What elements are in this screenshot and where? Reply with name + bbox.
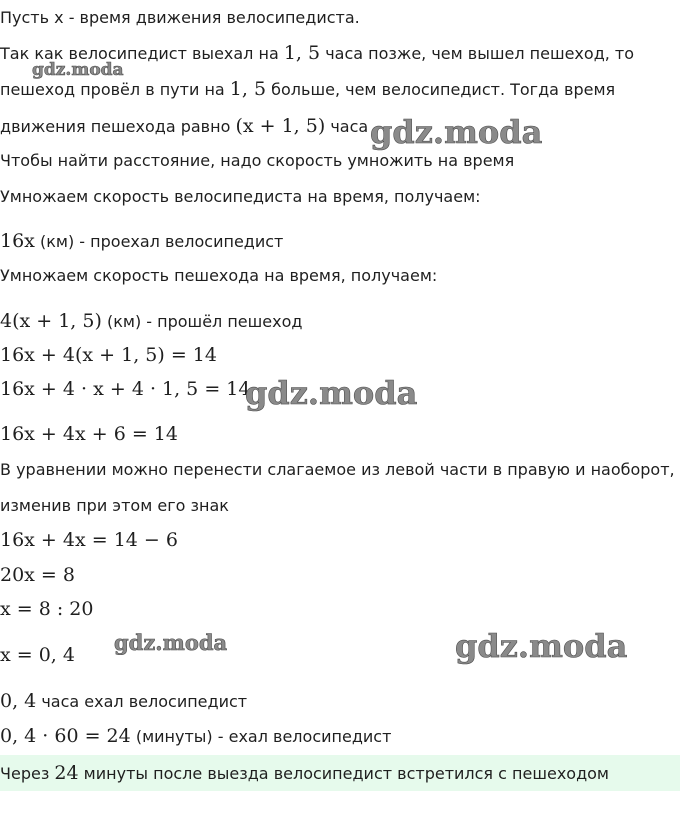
intro-text: Пусть x - время движения велосипедиста. [0, 8, 360, 27]
reason-text: больше, чем велосипедист. Тогда время [266, 80, 616, 99]
equation-4: 16x + 4x = 14 − 6 [0, 529, 178, 551]
answer-box [0, 755, 680, 791]
reason-text: Так как велосипедист выехал на [0, 44, 284, 63]
math-expression: 1, 5 [229, 78, 267, 100]
watermark: gdz.moda [245, 374, 418, 412]
rule-line [0, 150, 514, 172]
answer-text [0, 762, 609, 785]
math-expression: (x + 1, 5) [235, 115, 326, 137]
answer-part: Через [0, 764, 55, 783]
rule-text: Чтобы найти расстояние, надо скорость умножить на время [0, 151, 515, 170]
rule-text: В уравнении можно перенести слагаемое из левой части в правую и наоборот, [0, 460, 675, 479]
answer-part: минуты после выезда велосипедист встретился с пешеходом [78, 764, 609, 783]
watermark: gdz.moda [455, 627, 628, 665]
math-expression: 1, 5 [283, 42, 321, 64]
step-line [0, 186, 481, 208]
equation-6: x = 8 : 20 [0, 598, 94, 620]
rule-text: изменив при этом его знак [0, 496, 229, 515]
step-line [0, 265, 437, 287]
reason-text: пешеход провёл в пути на [0, 80, 230, 99]
watermark: gdz.moda [370, 113, 543, 151]
pedestrian-distance-line [0, 310, 302, 333]
math-expression: 24 [54, 762, 79, 784]
reason-line-3 [0, 115, 368, 138]
transfer-rule-line-1 [0, 459, 675, 481]
time-hours-line [0, 690, 247, 713]
step-text: (минуты) - ехал велосипедист [130, 727, 392, 746]
step-text: Умножаем скорость пешехода на время, получаем: [0, 266, 438, 285]
step-text: Умножаем скорость велосипедиста на время, получаем: [0, 187, 481, 206]
reason-text: часа [325, 117, 369, 136]
equation-2: 16x + 4 · x + 4 · 1, 5 = 14 [0, 378, 251, 400]
equation-3: 16x + 4x + 6 = 14 [0, 423, 178, 445]
step-text: (км) - прошёл пешеход [101, 312, 303, 331]
equation-1: 16x + 4(x + 1, 5) = 14 [0, 344, 217, 366]
reason-text: часа позже, чем вышел пешеход, то [320, 44, 635, 63]
equation-7: x = 0, 4 [0, 644, 75, 666]
math-expression: 4(x + 1, 5) [0, 310, 102, 332]
transfer-rule-line-2 [0, 495, 229, 517]
intro-line [0, 7, 360, 29]
step-text: (км) - проехал велосипедист [34, 232, 284, 251]
step-text: часа ехал велосипедист [36, 692, 248, 711]
watermark: gdz.moda [114, 630, 228, 655]
math-expression: 0, 4 [0, 690, 37, 712]
math-expression: 0, 4 · 60 = 24 [0, 725, 131, 747]
equation-5: 20x = 8 [0, 564, 75, 586]
reason-text: движения пешехода равно [0, 117, 236, 136]
time-minutes-line [0, 725, 391, 748]
cyclist-distance-line [0, 230, 283, 253]
reason-line-2 [0, 78, 615, 101]
watermark: gdz.moda [32, 60, 124, 80]
math-expression: 16x [0, 230, 35, 252]
